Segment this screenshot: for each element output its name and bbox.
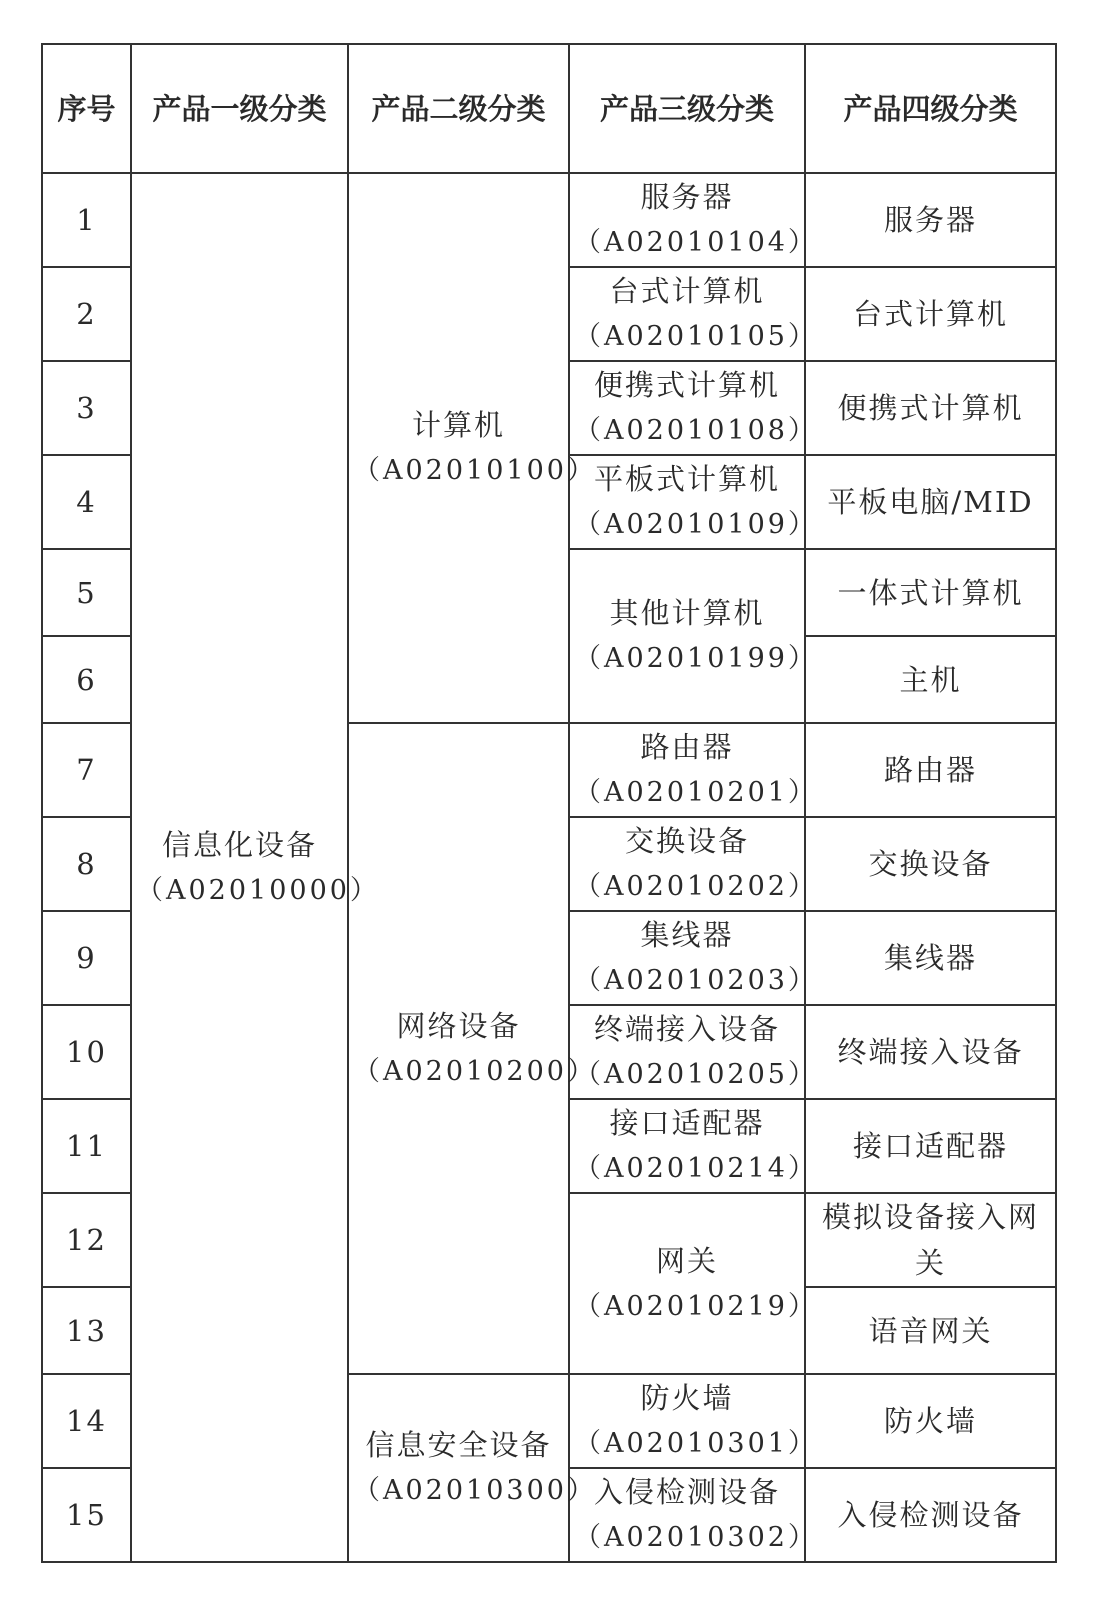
level1-name: 信息化设备: [161, 827, 317, 862]
level3-cell: [569, 173, 818, 267]
level3-name: 台式计算机: [609, 274, 765, 308]
level3-name: 便携式计算机: [593, 368, 780, 402]
seq-cell: 13: [42, 1287, 131, 1374]
level3-cell: [569, 1468, 818, 1562]
level3-code: （A02010104）: [574, 227, 818, 258]
header-level3: 产品三级分类: [569, 44, 805, 173]
seq-cell: 15: [42, 1468, 131, 1562]
seq-cell: 7: [42, 723, 131, 817]
level1-code: （A02010000）: [136, 874, 380, 906]
level3-code: （A02010199）: [574, 643, 818, 674]
level4-cell: 台式计算机: [805, 267, 1056, 361]
level4-cell: 路由器: [805, 723, 1056, 817]
level3-cell: [569, 267, 818, 361]
seq-cell: 5: [42, 549, 131, 636]
product-category-table: [41, 43, 1057, 1563]
level3-code: （A02010109）: [574, 509, 818, 540]
seq-cell: 10: [42, 1005, 131, 1099]
level2-cell: [348, 173, 597, 723]
level3-cell: [569, 549, 818, 723]
level3-code: （A02010108）: [574, 415, 818, 446]
level3-cell: [569, 361, 818, 455]
level4-cell: 交换设备: [805, 817, 1056, 911]
level3-name: 服务器: [640, 180, 734, 214]
header-level4: 产品四级分类: [805, 44, 1056, 173]
level4-cell: 便携式计算机: [805, 361, 1056, 455]
level3-code: （A02010205）: [574, 1059, 818, 1090]
header-level2: 产品二级分类: [348, 44, 569, 173]
level4-cell: 主机: [805, 636, 1056, 723]
seq-cell: 1: [42, 173, 131, 267]
level3-name: 路由器: [640, 730, 734, 764]
level4-cell: 语音网关: [805, 1287, 1056, 1374]
level3-name: 平板式计算机: [593, 462, 780, 496]
level3-code: （A02010203）: [574, 965, 818, 996]
level2-name: 信息安全设备: [365, 1428, 552, 1462]
seq-cell: 12: [42, 1193, 131, 1287]
level3-code: （A02010202）: [574, 871, 818, 902]
level2-cell: [348, 723, 597, 1374]
level4-cell: 接口适配器: [805, 1099, 1056, 1193]
level3-name: 终端接入设备: [593, 1012, 780, 1046]
level2-cell: [348, 1374, 597, 1562]
seq-cell: 11: [42, 1099, 131, 1193]
header-row: [42, 44, 1056, 173]
level3-name: 防火墙: [640, 1381, 734, 1415]
level4-cell: 模拟设备接入网关: [805, 1193, 1056, 1287]
table-row: [42, 173, 1056, 267]
header-seq: 序号: [42, 44, 131, 173]
seq-cell: 3: [42, 361, 131, 455]
level3-cell: [569, 1374, 818, 1468]
level3-cell: [569, 1099, 818, 1193]
level4-cell: 集线器: [805, 911, 1056, 1005]
seq-cell: 8: [42, 817, 131, 911]
level4-cell: 入侵检测设备: [805, 1468, 1056, 1562]
header-level1: 产品一级分类: [131, 44, 348, 173]
level2-code: （A02010100）: [353, 455, 597, 486]
level4-cell: 防火墙: [805, 1374, 1056, 1468]
seq-cell: 4: [42, 455, 131, 549]
level3-code: （A02010214）: [574, 1153, 818, 1184]
level3-cell: [569, 1193, 818, 1374]
level2-code: （A02010200）: [353, 1055, 597, 1087]
level3-code: （A02010301）: [574, 1428, 818, 1459]
level4-cell: 终端接入设备: [805, 1005, 1056, 1099]
level4-cell: 一体式计算机: [805, 549, 1056, 636]
level3-cell: [569, 817, 818, 911]
level3-cell: [569, 723, 818, 817]
level3-cell: [569, 1005, 818, 1099]
level3-code: （A02010302）: [574, 1522, 818, 1553]
level3-code: （A02010219）: [574, 1290, 818, 1322]
level3-cell: [569, 911, 818, 1005]
level2-name: 网络设备: [396, 1008, 521, 1043]
level3-name: 入侵检测设备: [593, 1475, 780, 1509]
level3-code: （A02010201）: [574, 777, 818, 808]
level3-cell: [569, 455, 818, 549]
level2-code: （A02010300）: [353, 1475, 597, 1506]
level1-cell: [131, 173, 380, 1562]
level3-name: 接口适配器: [609, 1106, 765, 1140]
level3-name: 网关: [655, 1243, 718, 1278]
seq-cell: 2: [42, 267, 131, 361]
level3-code: （A02010105）: [574, 321, 818, 352]
level2-name: 计算机: [411, 408, 505, 442]
level3-name: 其他计算机: [609, 596, 765, 630]
seq-cell: 6: [42, 636, 131, 723]
level3-name: 集线器: [640, 918, 734, 952]
level4-cell: 服务器: [805, 173, 1056, 267]
seq-cell: 14: [42, 1374, 131, 1468]
level4-cell: 平板电脑/MID: [805, 455, 1056, 549]
seq-cell: 9: [42, 911, 131, 1005]
level3-name: 交换设备: [624, 824, 749, 858]
